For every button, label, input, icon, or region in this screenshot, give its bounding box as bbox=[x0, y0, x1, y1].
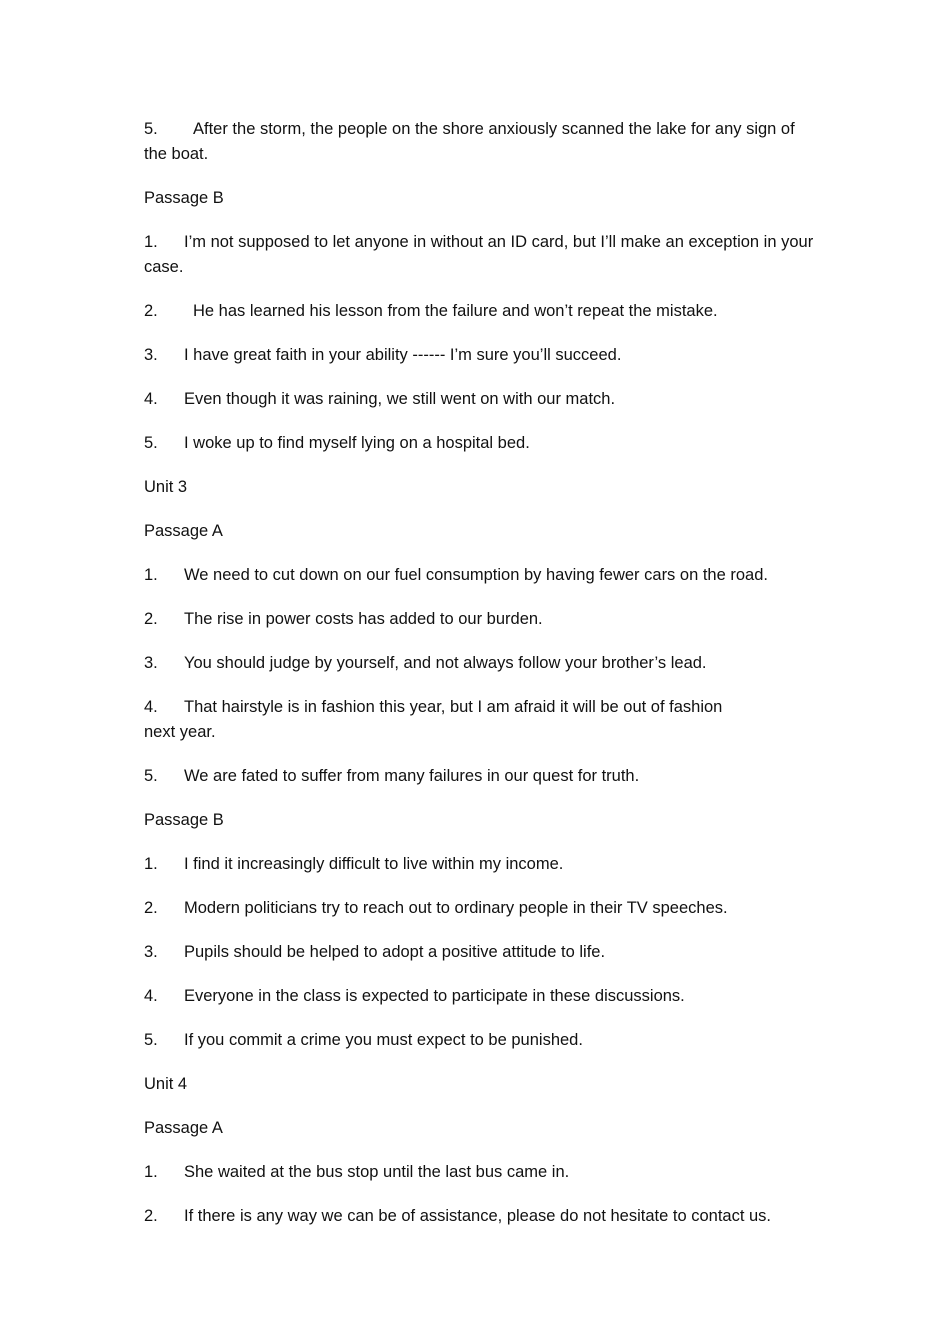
item-number: 2. bbox=[144, 302, 158, 320]
item-text: I woke up to find myself lying on a hospital bed. bbox=[184, 434, 530, 452]
list-item bbox=[144, 764, 816, 789]
section-heading: Passage B bbox=[144, 811, 224, 829]
item-number: 1. bbox=[144, 233, 158, 251]
item-text: She waited at the bus stop until the last bus came in. bbox=[184, 1163, 570, 1181]
item-text: I’m not supposed to let anyone in without an ID card, but I’ll make an exception in your case. bbox=[144, 233, 814, 276]
item-text: You should judge by yourself, and not always follow your brother’s lead. bbox=[184, 654, 707, 672]
item-text: After the storm, the people on the shore anxiously scanned the lake for any sign of the boat. bbox=[144, 120, 795, 163]
unit-heading: Unit 4 bbox=[144, 1075, 188, 1093]
list-item bbox=[144, 563, 816, 588]
item-number: 5. bbox=[144, 434, 158, 452]
item-text: He has learned his lesson from the failure and won’t repeat the mistake. bbox=[193, 302, 718, 320]
item-text: Modern politicians try to reach out to ordinary people in their TV speeches. bbox=[184, 899, 728, 917]
item-text: If you commit a crime you must expect to be punished. bbox=[184, 1031, 583, 1049]
item-number: 4. bbox=[144, 390, 158, 408]
list-item bbox=[144, 343, 816, 368]
item-text: Even though it was raining, we still went on with our match. bbox=[184, 390, 616, 408]
item-text: I have great faith in your ability ------ I’m sure you’ll succeed. bbox=[184, 346, 622, 364]
item-number: 3. bbox=[144, 654, 158, 672]
item-text: I find it increasingly difficult to live within my income. bbox=[184, 855, 564, 873]
item-text: We are fated to suffer from many failures in our quest for truth. bbox=[184, 767, 640, 785]
section-heading: Passage A bbox=[144, 522, 223, 540]
list-item bbox=[144, 651, 816, 676]
section-heading: Passage A bbox=[144, 1119, 223, 1137]
item-number: 4. bbox=[144, 987, 158, 1005]
section-heading: Passage B bbox=[144, 189, 224, 207]
item-text-continued: next year. bbox=[144, 723, 216, 741]
item-text: Everyone in the class is expected to participate in these discussions. bbox=[184, 987, 685, 1005]
item-text: The rise in power costs has added to our burden. bbox=[184, 610, 543, 628]
item-text: That hairstyle is in fashion this year, but I am afraid it will be out of fashion bbox=[184, 698, 723, 716]
list-item bbox=[144, 852, 816, 877]
list-item bbox=[144, 940, 816, 965]
item-number: 2. bbox=[144, 1207, 158, 1225]
item-text: Pupils should be helped to adopt a positive attitude to life. bbox=[184, 943, 606, 961]
item-number: 1. bbox=[144, 855, 158, 873]
list-item bbox=[144, 1028, 816, 1053]
list-item bbox=[144, 1204, 816, 1229]
item-number: 2. bbox=[144, 899, 158, 917]
list-item bbox=[144, 896, 816, 921]
document-page bbox=[144, 117, 816, 1248]
item-number: 3. bbox=[144, 943, 158, 961]
list-item bbox=[144, 387, 816, 412]
item-number: 1. bbox=[144, 1163, 158, 1181]
list-item bbox=[144, 695, 816, 745]
item-number: 2. bbox=[144, 610, 158, 628]
item-number: 5. bbox=[144, 120, 158, 138]
item-number: 5. bbox=[144, 767, 158, 785]
item-number: 4. bbox=[144, 698, 158, 716]
list-item bbox=[144, 1160, 816, 1185]
list-item bbox=[144, 607, 816, 632]
item-text: If there is any way we can be of assistance, please do not hesitate to contact us. bbox=[184, 1207, 772, 1225]
item-text: We need to cut down on our fuel consumption by having fewer cars on the road. bbox=[184, 566, 768, 584]
unit-heading: Unit 3 bbox=[144, 478, 188, 496]
item-number: 1. bbox=[144, 566, 158, 584]
list-item bbox=[144, 117, 816, 167]
list-item bbox=[144, 431, 816, 456]
list-item bbox=[144, 984, 816, 1009]
list-item bbox=[144, 230, 816, 280]
item-number: 3. bbox=[144, 346, 158, 364]
list-item bbox=[144, 299, 816, 324]
item-number: 5. bbox=[144, 1031, 158, 1049]
